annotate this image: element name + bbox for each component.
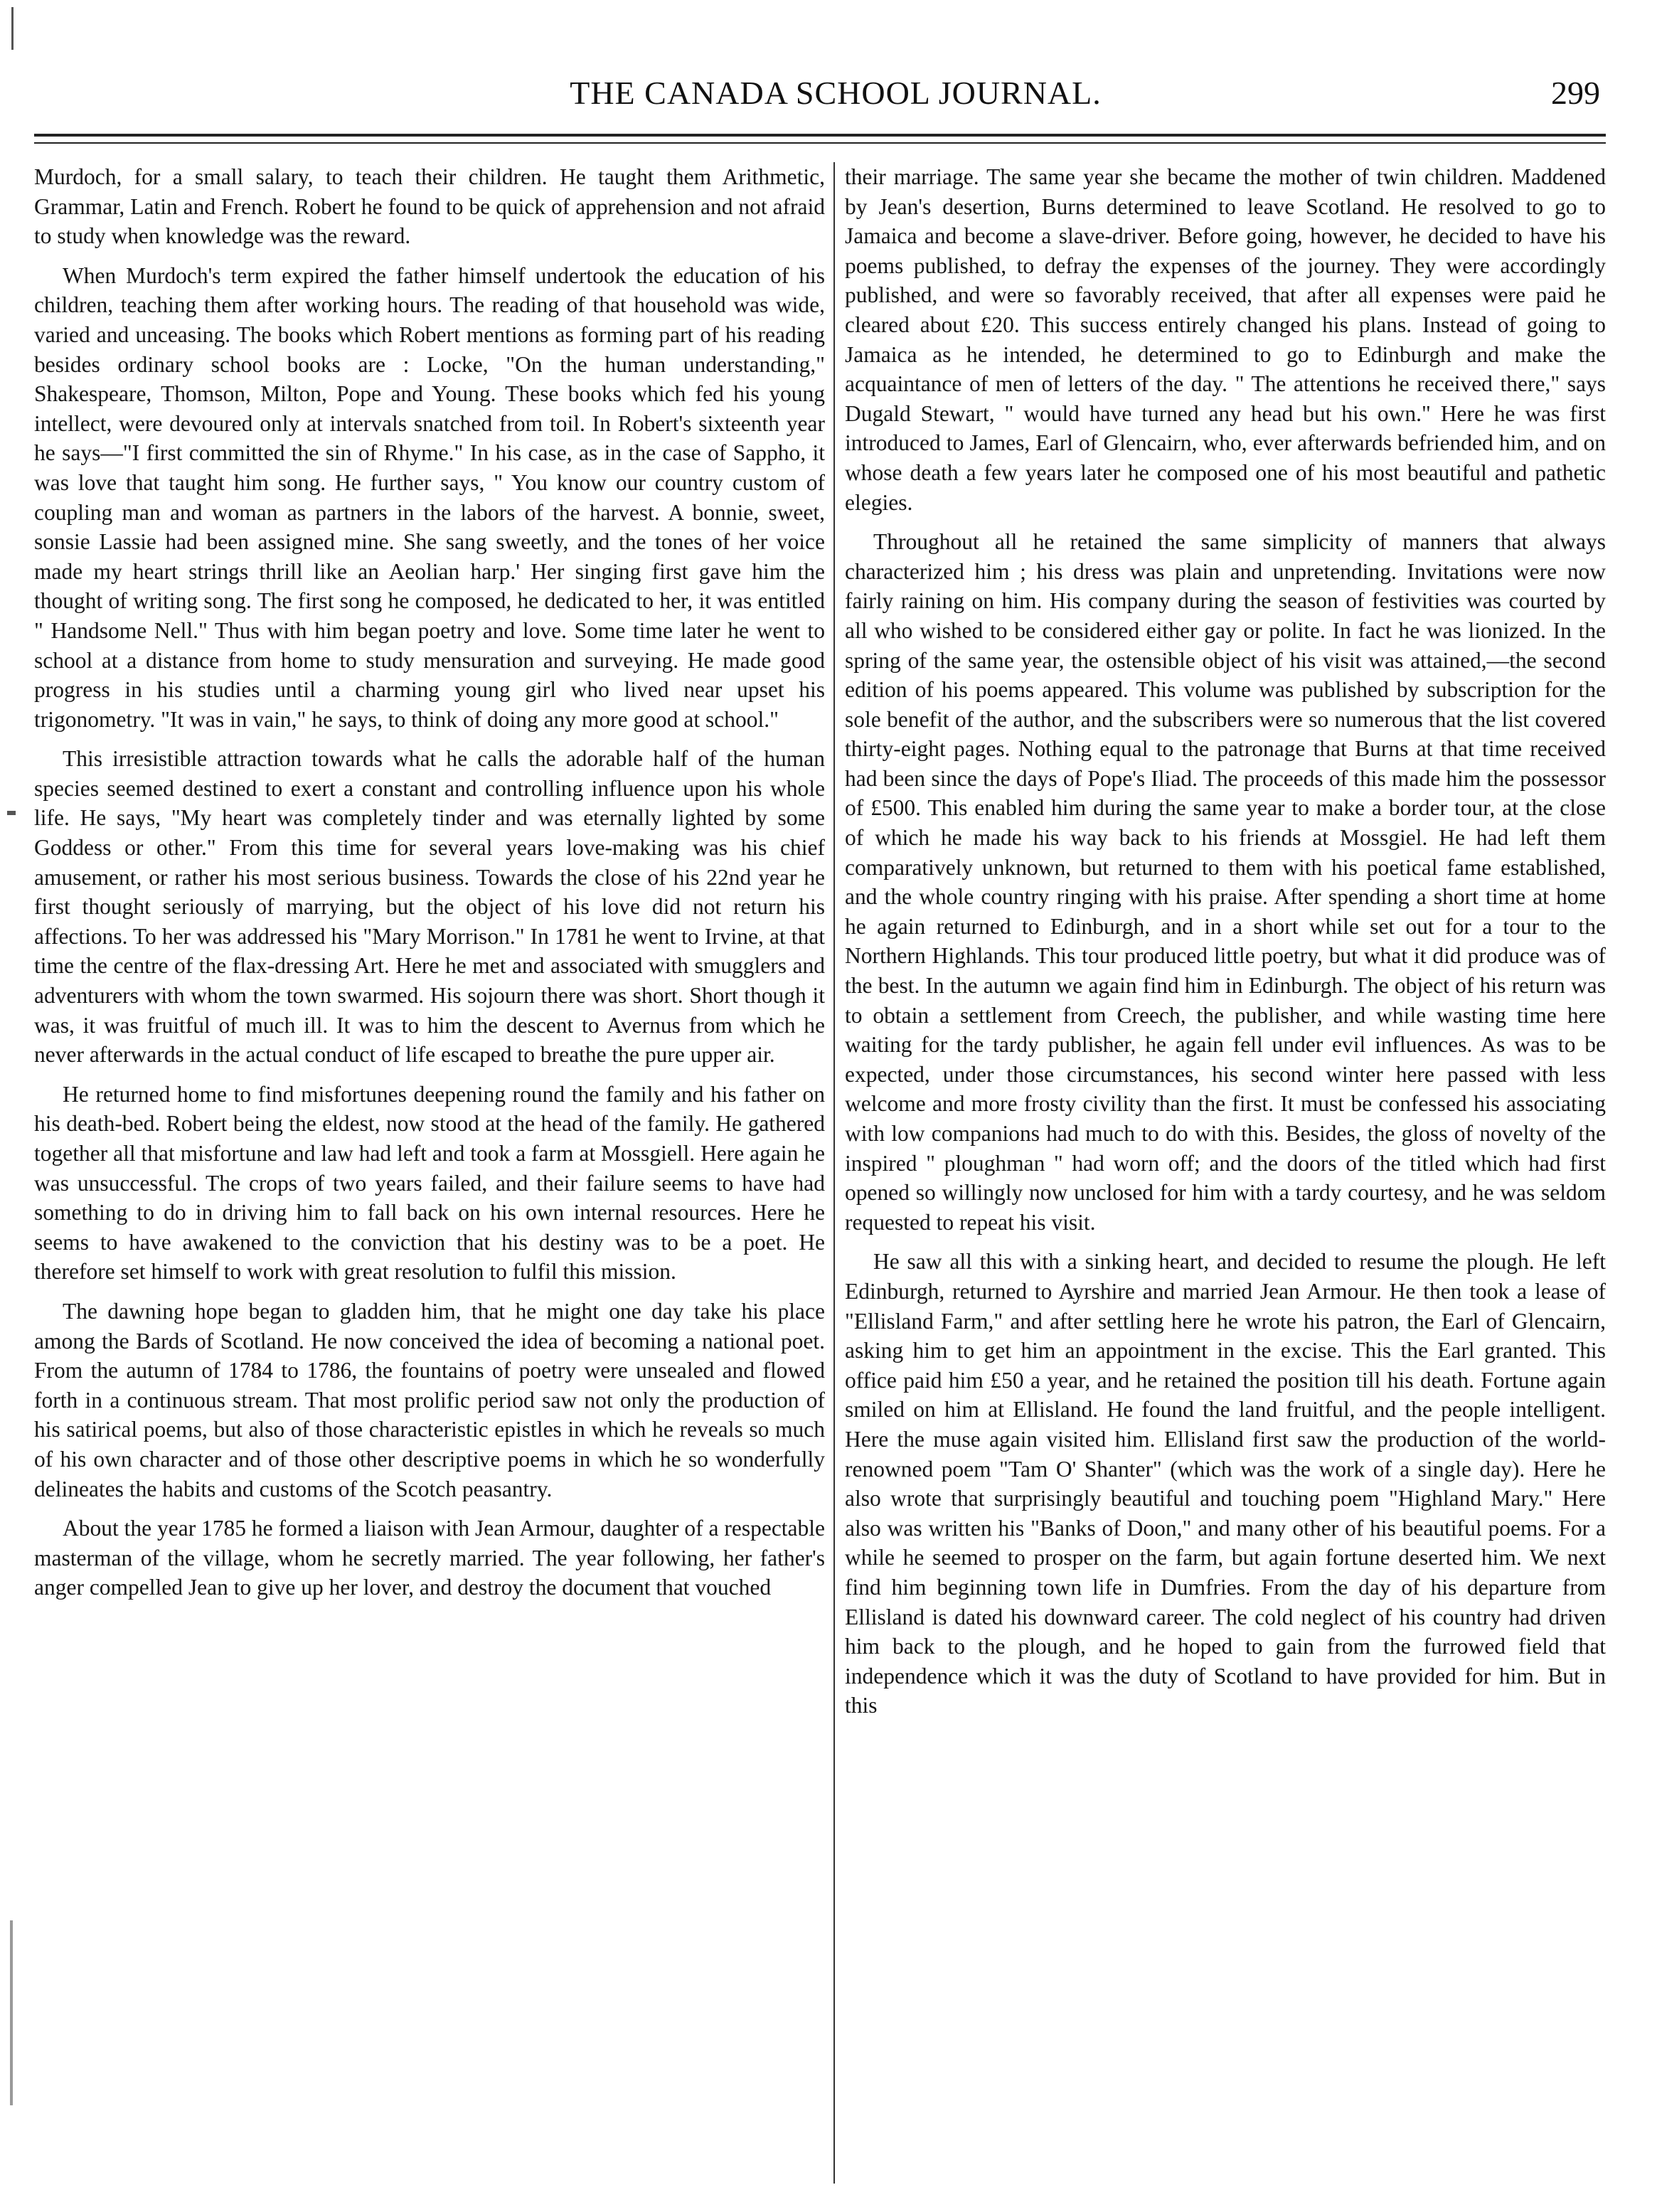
paragraph: their marriage. The same year she became the mother of twin children. Maddened by Jean's desertion, Burns determined to leave Scotland. He resolved to go to Jamaica and become a slave-driver. Before going, however, he decided to have his poems published, to defray the expenses of the journey. They were accordingly published, and were so favorably received, that after all expenses were paid he cleared about £20. This success entirely changed his plans. Instead of going to Jamaica as he intended, he determined to go to Edinburgh and make the acquaintance of men of letters of the day. " The attentions he received there," says Dugald Stewart, " would have turned any head but his own." Here he was first introduced to James, Earl of Glencairn, who, ever afterwards befriended him, and on whose death a few years later he composed one of his most beautiful and pathetic elegies. <box>845 164 1606 515</box>
journal-title: THE CANADA SCHOOL JOURNAL. <box>570 75 1102 111</box>
paragraph: Murdoch, for a small salary, to teach their children. He taught them Arithmetic, Grammar, Latin and French. Robert he found to be quick of apprehension and not afraid to study when knowledge was the reward. <box>34 164 825 249</box>
scan-speck <box>7 811 16 815</box>
scan-speck <box>11 7 14 50</box>
page-header <box>71 71 1600 128</box>
scan-margin-marks <box>7 0 28 2212</box>
left-column <box>34 162 825 2184</box>
paragraph: About the year 1785 he formed a liaison with Jean Armour, daughter of a respectable masterman of the village, whom he secretly married. The year following, her father's anger compelled Jean to give up her lover, and destroy the document that vouched <box>34 1516 825 1600</box>
header-rule-thin <box>34 142 1606 144</box>
page-number: 299 <box>1551 75 1600 111</box>
paragraph: He saw all this with a sinking heart, and decided to resume the plough. He left Edinburgh, returned to Ayrshire and married Jean Armour. He then took a lease of "Ellisland Farm," and after settling here he wrote his patron, the Earl of Glencairn, asking him to get him an appointment in the excise. This the Earl granted. This office paid him £50 a year, and he retained the position till his death. Fortune again smiled on him at Ellisland. He found the land fruitful, and the people intelligent. Here the muse again visited him. Ellisland first saw the production of the world-renowned poem "Tam O' Shanter" (which was the work of a single day). Here he also wrote that surprisingly beautiful and touching poem "Highland Mary." Here also was written his "Banks of Doon," and many other of his beautiful poems. For a while he seemed to prosper on the farm, but again fortune deserted him. We next find him beginning town life in Dumfries. From the day of his departure from Ellisland is dated his downward career. The cold neglect of his country had driven him back to the plough, and he hoped to gain from the furrowed field that independence which it was the duty of Scotland to have provided for him. But in this <box>845 1249 1606 1718</box>
paragraph: Throughout all he retained the same simplicity of manners that always characterized him ; his dress was plain and unpretending. Invitations were now fairly raining on him. His company during the season of festivities was courted by all who wished to be considered either gay or polite. In fact he was lionized. In the spring of the same year, the ostensible object of his visit was attained,—the second edition of his poems appeared. This volume was published by subscription for the sole benefit of the author, and the subscribers were so numerous that the list covered thirty-eight pages. Nothing equal to the patronage that Burns at that time received had been since the days of Pope's Iliad. The proceeds of this made him the possessor of £500. This enabled him during the same year to make a border tour, at the close of which he made his way back to his friends at Mossgiel. He had left them comparatively unknown, but returned to them with his poetical fame established, and the whole country ringing with his praise. After spending a short time at home he again returned to Edinburgh, and in a short while set out for a tour to the Northern Highlands. This tour produced little poetry, but what it did produce was of the best. In the autumn we again find him in Edinburgh. The object of his return was to obtain a settlement from Creech, the publisher, and while wasting time here waiting for the tardy publisher, he again fell under evil influences. As was to be expected, under those circumstances, his second winter here passed with less welcome and more frosty civility than the first. It must be confessed his associating with low companions had much to do with this. Besides, the gloss of novelty of the inspired " ploughman " had worn off; and the doors of the titled which had first opened so willingly now unclosed for him with a tardy courtesy, and he was seldom requested to repeat his visit. <box>845 529 1606 1235</box>
paragraph: This irresistible attraction towards what he calls the adorable half of the human species seemed destined to exert a constant and controlling influence upon his whole life. He says, "My heart was completely tinder and was eternally lighted by some Goddess or other." From this time for several years love-making was his chief amusement, or rather his most serious business. Towards the close of his 22nd year he first thought seriously of marrying, but the object of his love did not return his affections. To her was addressed his "Mary Morrison." In 1781 he went to Irvine, at that time the centre of the flax-dressing Art. Here he met and associated with smugglers and adventurers with whom the town swarmed. His sojourn there was short. Short though it was, it was fruitful of much ill. It was to him the descent to Avernus from which he never afterwards in the actual conduct of life escaped to breathe the pure upper air. <box>34 746 825 1068</box>
scan-speck <box>10 1920 13 2105</box>
column-divider <box>833 162 835 2184</box>
paragraph: When Murdoch's term expired the father himself undertook the education of his children, teaching them after working hours. The reading of that household was wide, varied and unceasing. The books which Robert mentions as forming part of his reading besides ordinary school books are : Locke, "On the human understanding," Shakespeare, Thomson, Milton, Pope and Young. These books which fed his young intellect, were devoured only at intervals snatched from toil. In Robert's sixteenth year he says—"I first committed the sin of Rhyme." In his case, as in the case of Sappho, it was love that taught him song. He further says, " You know our country custom of coupling man and woman as partners in the labors of the harvest. A bonnie, sweet, sonsie Lassie had been assigned mine. She sang sweetly, and the tones of her voice made my heart strings thrill like an Aeolian harp.' Her singing first gave him the thought of writing song. The first song he composed, he dedicated to her, it was entitled " Handsome Nell." Thus with him began poetry and love. Some time later he went to school at a distance from home to study mensuration and surveying. He made good progress in his studies until a charming young girl who lived near upset his trigonometry. "It was in vain," he says, to think of doing any more good at school." <box>34 262 825 732</box>
paragraph: He returned home to find misfortunes deepening round the family and his father on his death-bed. Robert being the eldest, now stood at the head of the family. He gathered together all that misfortune and law had left and took a farm at Mossgiell. Here again he was unsuccessful. The crops of two years failed, and their failure seems to have had something to do in driving him to fall back on his own internal resources. Here he seems to have awakened to the conviction that his destiny was to be a poet. He therefore set himself to work with great resolution to fulfil this mission. <box>34 1081 825 1285</box>
right-column <box>845 162 1606 2184</box>
paragraph: The dawning hope began to gladden him, that he might one day take his place among the Bards of Scotland. He now conceived the idea of becoming a national poet. From the autumn of 1784 to 1786, the fountains of poetry were unsealed and flowed forth in a continuous stream. That most prolific period saw not only the production of his satirical poems, but also of those characteristic epistles in which he reveals so much of his own character and of those other descriptive poems in which he so wonderfully delineates the habits and customs of the Scotch peasantry. <box>34 1298 825 1501</box>
header-rule-thick <box>34 134 1606 137</box>
